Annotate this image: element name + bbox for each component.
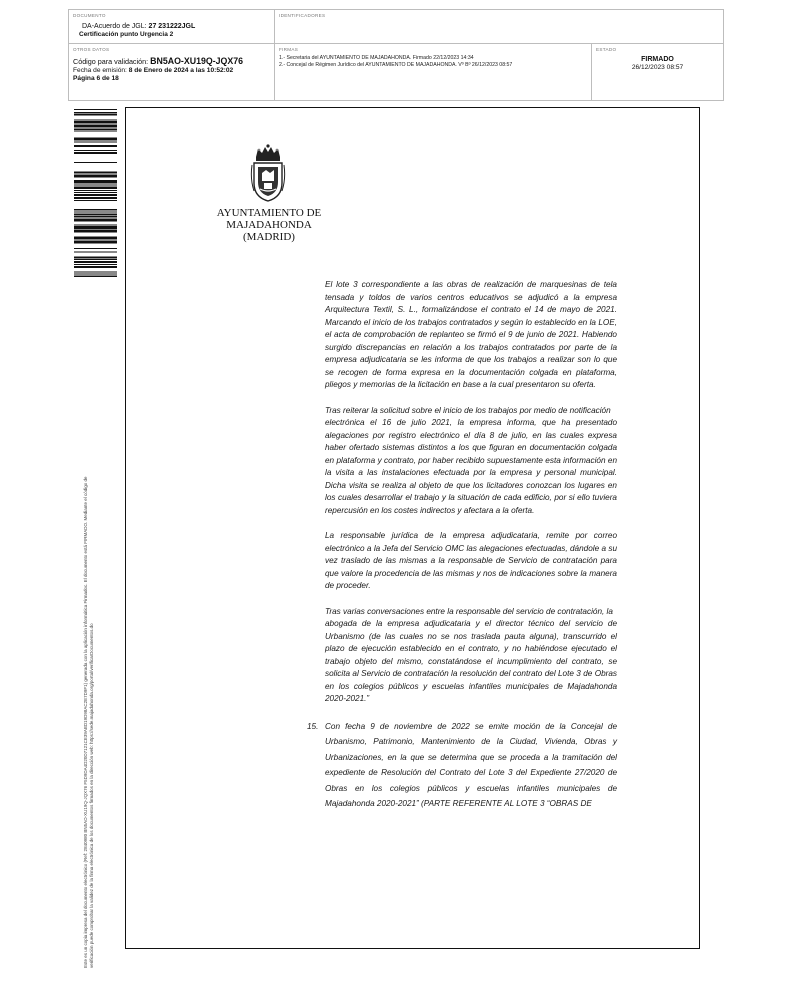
- item-number: 15.: [307, 721, 319, 731]
- fecha-value: 8 de Enero de 2024 a las 10:52:02: [128, 66, 234, 74]
- codigo-label: Código para validación:: [73, 57, 149, 66]
- codigo-validacion: [73, 57, 270, 67]
- fecha-emision: [73, 67, 270, 75]
- identificadores-caption: IDENTIFICADORES: [279, 13, 326, 18]
- firmas-list: [279, 55, 587, 69]
- item-text: Con fecha 9 de noviembre de 2022 se emite moción de la Concejal de Urbanismo, Patrimonio, Mantenimiento de la Ciudad, Vivienda, Obras y Urbanizaciones, en la que se determina que se proceda a la tramitación del expediente de Resolución del Contrato del Lote 3 del Expediente 27/2020 de Obras en los colegios públicos y escuelas infantiles municipales de Majadahonda 2020-2021” (PARTE REFERENTE AL LOTE 3 “OBRAS DE: [325, 721, 617, 809]
- paragraph-line: Tras varias conversaciones entre la responsable del servicio de contratación, la: [325, 606, 613, 616]
- letterhead-line: MAJADAHONDA: [226, 219, 312, 231]
- paragraph: La responsable jurídica de la empresa adjudicataria, remite por correo electrónico a la Jefa del Servicio OMC las alegaciones efectuadas, dándole a su vez traslado de las mismas a la responsable de Servicio de contratación para que valore la procedencia de las mismas y nos de indicaciones sobre la manera de proceder.: [325, 531, 617, 590]
- numbered-item: [307, 719, 617, 813]
- document-header: [68, 9, 724, 101]
- coat-of-arms-icon: [250, 143, 286, 203]
- barcode-icon: [74, 107, 117, 277]
- page-number: Página 6 de 18: [73, 74, 119, 82]
- paragraph: [325, 405, 617, 518]
- paragraph-text: electrónica el 16 de julio 2021, la empresa informa, que ha presentado alegaciones por registro electrónico el día 8 de julio, en las cuales expresa haber ofertado sistemas distintos a los que figuran en documentación colgada en plataforma y contrato, por haber recibido supuestamente esta información en la visita a las instalaciones efectuada por la empresa y personal municipal. Dicha visita se realiza al objeto de que los licitadores conozcan los lugares en los cuales desarrollar el trabajo y la situación de cada edificio, por si ello tuviera repercusión en los costes indirectos y afectara a la oferta.: [325, 418, 617, 515]
- header-identificadores-cell: [275, 10, 723, 44]
- documento-caption: DOCUMENTO: [73, 13, 106, 18]
- documento-title: [82, 23, 270, 30]
- letterhead: [206, 207, 332, 243]
- firma-item: 2.- Concejal de Régimen Jurídico del AYUNTAMIENTO DE MAJADAHONDA. Vº Bº 26/12/2023 08:57: [279, 62, 513, 69]
- side-legal-text: [83, 300, 95, 968]
- otros-datos-caption: OTROS DATOS: [73, 47, 110, 52]
- documento-prefix: DA-Acuerdo de JGL:: [82, 23, 147, 30]
- header-otros-datos-cell: [69, 44, 275, 100]
- side-text-line: verificación puede comprobar la validez de la firma electrónica de los documentos firmados en la dirección web: https://sede.majadahonda.org/portal/verificarDocumentos.do: [89, 623, 94, 968]
- paragraph: [325, 606, 617, 706]
- header-estado-cell: [592, 44, 723, 100]
- fecha-label: Fecha de emisión:: [73, 66, 127, 74]
- side-text-line: Este es un copia impresa del documento electrónico (Ref: 2840980 BN5AO-XU19Q-JQX76 F5D9DA4D20D7121CE39ABD19D98AC2E7D9F1) generada con la aplicación informática Firmadoc. El documento está FIRMADO. Mediante el código de: [83, 476, 88, 968]
- letterhead-line: (MADRID): [243, 231, 295, 243]
- estado-status: [596, 56, 719, 72]
- header-documento-cell: [69, 10, 275, 44]
- paragraph: El lote 3 correspondiente a las obras de realización de marquesinas de tela tensada y toldos de varios centros educativos se adjudicó a la empresa Arquitectura Textil, S. L., formalizándose el contrato el 14 de mayo de 2021. Marcando el inicio de los trabajos contratados y según lo establecido en la LOE, el acta de comprobación de replanteo se firmó el 9 de junio de 2021. Habiendo surgido discrepancias en relación a los trabajos contratados por parte de la empresa adjudicataria se les informa de que los trabajos a realizar son lo que se recogen de forma expresa en la documentación colgada en plataforma, pliegos y memorias de la licitación en base a la cual presentaron su oferta.: [325, 280, 617, 389]
- estado-caption: ESTADO: [596, 47, 617, 52]
- firma-item: 1.- Secretaria del AYUNTAMIENTO DE MAJADAHONDA. Firmado 22/12/2023 14:34: [279, 55, 474, 61]
- paragraph-line: Tras reiterar la solicitud sobre el inicio de los trabajos por medio de notificación: [325, 405, 611, 415]
- estado-date: 26/12/2023 08:57: [631, 64, 684, 71]
- firmas-caption: FIRMAS: [279, 47, 299, 52]
- documento-number: 27 231222JGL: [148, 23, 196, 30]
- estado-value: FIRMADO: [641, 56, 674, 63]
- codigo-value[interactable]: BN5AO-XU19Q-JQX76: [150, 56, 244, 66]
- header-firmas-cell: [275, 44, 592, 100]
- paragraph-text: abogada de la empresa adjudicataria y el director técnico del servicio de Urbanismo (de las cuales no se nos traslada pauta alguna), transcurrido el plazo de ejecución establecido en el contrato, y no habiéndose ejecutado el trabajo objeto del mismo, constatándose el incumplimiento del contrato, se solicita al Servicio de contratación la resolución del contrato del Lote 3 de Obras en los colegios públicos y escuelas infantiles municipales de Majadahonda 2020-2021.”: [325, 619, 617, 703]
- document-body: [307, 279, 617, 825]
- documento-subtitle: Certificación punto Urgencia 2: [79, 31, 174, 38]
- letterhead-line: AYUNTAMIENTO DE: [216, 207, 322, 219]
